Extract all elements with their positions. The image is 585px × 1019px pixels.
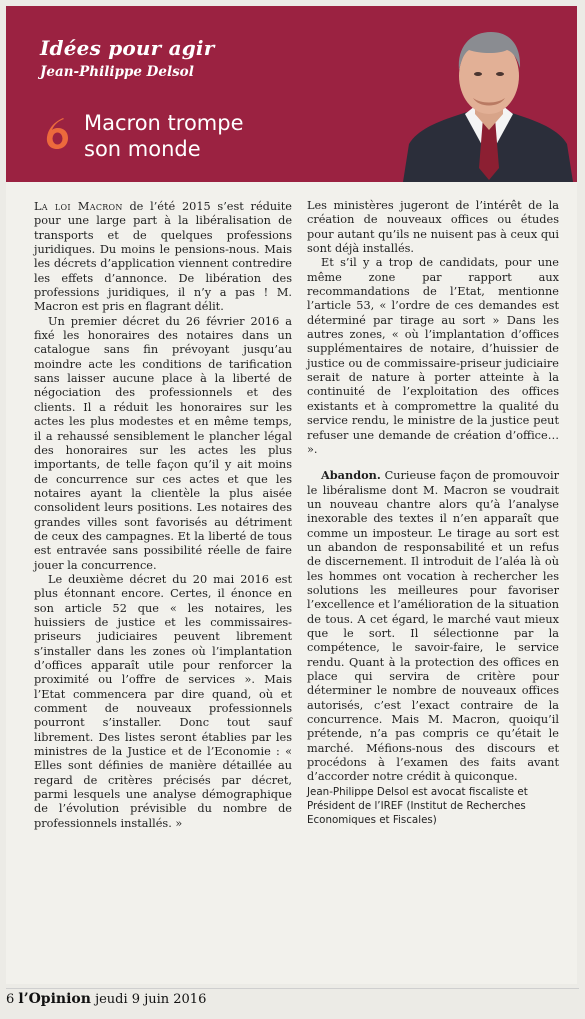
author-name: Jean-Philippe Delsol bbox=[40, 64, 194, 80]
section-lead: Abandon. bbox=[321, 468, 381, 483]
publication-date: jeudi 9 juin 2016 bbox=[95, 992, 207, 1007]
article-paragraph bbox=[307, 468, 559, 785]
rubric-title: Idées pour agir bbox=[40, 36, 215, 60]
paragraph-gap bbox=[307, 457, 559, 468]
article-paragraph: Un premier décret du 26 février 2016 a fixé les honoraires des notaires dans un catalogue sans fin prévoyant jusqu’au moindre acte les conditions de tarification sans laisser aucune place à la liberté de négociation des professionnels et des clients. Il a réduit les honoraires sur les actes les plus modestes et en même temps, il a rehaussé sensiblement le plancher légal des honoraires sur les actes les plus importants, de telle façon qu’il y ait moins de concurrence sur ces actes et que les notaires ayant la clientèle la plus aisée consolident leurs positions. Les notaires des grandes villes sont favorisés au détriment de ceux des campagnes. Et la liberté de tous est entravée sans possibilité réelle de faire jouer la concurrence. bbox=[34, 314, 292, 572]
newspaper-page bbox=[6, 6, 577, 984]
article-column-right bbox=[307, 199, 559, 827]
author-portrait bbox=[403, 18, 573, 182]
article-paragraph: Les ministères jugeront de l’intérêt de la création de nouveaux offices ou études pour autant qu’ils ne nuisent pas à ceux qui sont déjà installés. bbox=[307, 199, 559, 256]
article-paragraph bbox=[34, 200, 292, 315]
page-footer bbox=[6, 991, 579, 1007]
header-banner bbox=[6, 6, 577, 182]
headline bbox=[84, 110, 244, 162]
article-paragraph: Le deuxième décret du 20 mai 2016 est plus étonnant encore. Certes, il énonce en son article 52 que « les notaires, les huissiers de justice et les commissaires-priseurs judiciaires peuvent librement s’installer dans les zones où l’implantation d’offices apparaît utile pour renforcer la proximité ou l’offre de services ». Mais l’Etat commencera par dire quand, où et comment de nouveaux professionnels pourront s’installer. Donc tout sauf librement. Des listes seront établies par les ministres de la Justice et de l’Economie : « Elles sont définies de manière détaillée au regard de critères précisés par décret, parmi lesquels une analyse démographique de l’évolution prévisible du nombre de professionnels installés. » bbox=[34, 572, 292, 830]
page-number: 6 bbox=[6, 992, 15, 1007]
paragraph-text: de l’été 2015 s’est réduite pour une large part à la libéralisation de transports et de quelques professions juridiques. Du moins le pensions-nous. Mais les décrets d’application viennent contredire les effets d’annonce. De libération des professions juridiques, il n’y a pas ! M. Macron est pris en flagrant délit. bbox=[34, 200, 292, 314]
footer-divider bbox=[6, 988, 579, 989]
article-paragraph: Et s’il y a trop de candidats, pour une même zone par rapport aux recommandations de l’Etat, mentionne l’article 53, « l’ordre de ces demandes est déterminé par tirage au sort » Dans les autres zones, « où l’implantation d’offices supplémentaires de notaire, d’huissier de justice ou de commissaire-priseur judiciaire serait de nature à porter atteinte à la continuité de l’exploitation des offices existants et à compromettre la qualité du service rendu, le ministre de la justice peut refuser une demande de création d’office… ». bbox=[307, 256, 559, 456]
number-six-icon bbox=[42, 116, 72, 150]
lead-in: La loi Macron bbox=[34, 200, 123, 213]
paragraph-text: Curieuse façon de promouvoir le libéralisme dont M. Macron se voudrait un nouveau chantre alors qu’à l’analyse inexorable des textes il n’en apparaît que comme un imposteur. Le tirage au sort est un abandon de responsabilité et un refus de discernement. Il introduit de l’aléa là où les hommes ont vocation à rechercher les solutions les meilleures pour favoriser l’excellence et l’amélioration de la situation de tous. A cet égard, le marché vaut mieux que le sort. Il sélectionne par la compétence, le savoir-faire, le service rendu. Quant à la protection des offices en place qui servira de critère pour déterminer le nombre de nouveaux offices autorisés, c’est l’exact contraire de la concurrence. Mais M. Macron, quoiqu’il prétende, n’a pas compris ce qu’était le marché. Méfions-nous des discours et procédons à l’examen des faits avant d’accorder notre crédit à quiconque. bbox=[307, 469, 559, 784]
headline-line-2: son monde bbox=[84, 137, 201, 161]
headline-line-1: Macron trompe bbox=[84, 111, 244, 135]
publication-name: l’Opinion bbox=[18, 991, 91, 1007]
author-bio: Jean-Philippe Delsol est avocat fiscaliste et Président de l’IREF (Institut de Recherches Economiques et Fiscales) bbox=[307, 785, 528, 826]
article-column-left bbox=[34, 200, 292, 831]
